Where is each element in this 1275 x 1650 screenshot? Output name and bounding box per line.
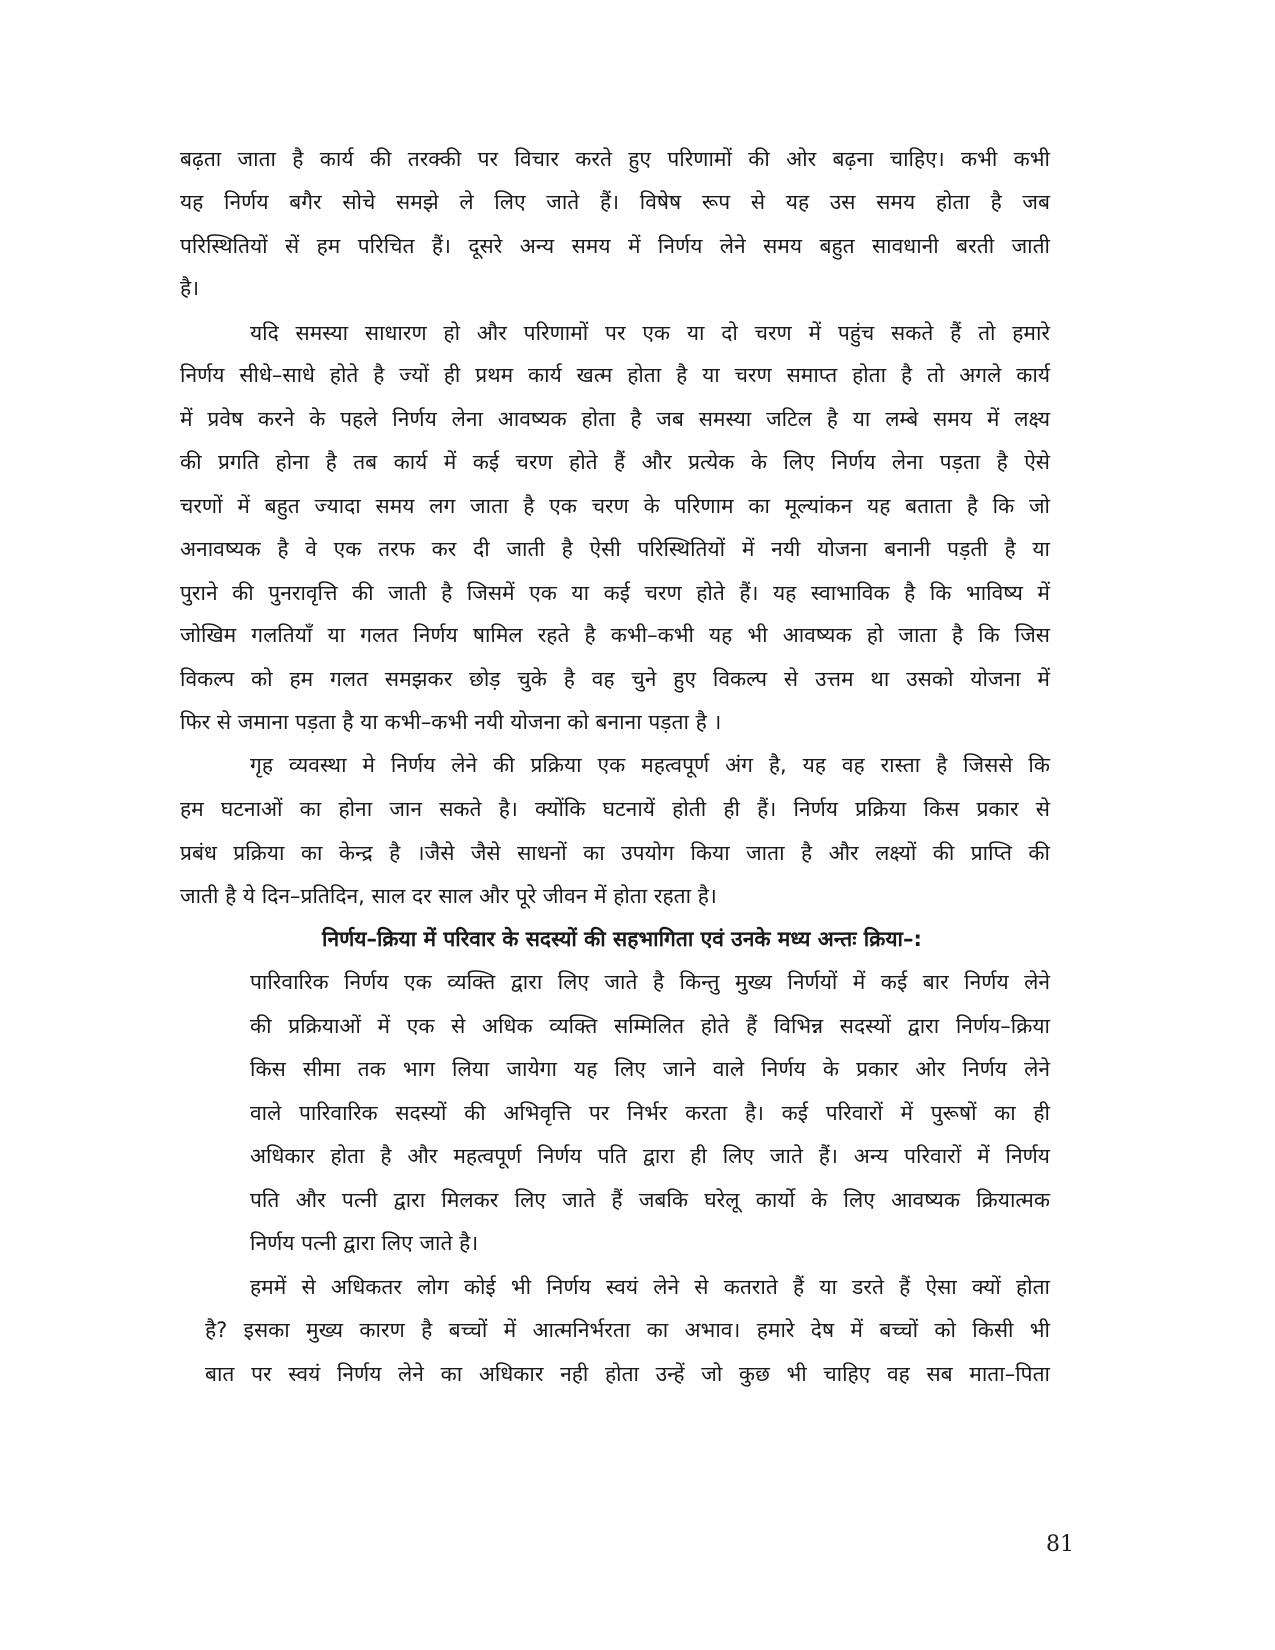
paragraph-line: जाती है ये दिन–प्रतिदिन, साल दर साल और पूरे जीवन में होता रहता है। [180, 884, 717, 908]
paragraph-line: की प्रक्रियाओं में एक से अधिक व्यक्ति सम्मिलित होते हैं विभिन्न सदस्यों द्वारा निर्णय–क्रिया [250, 1014, 1050, 1038]
paragraph-line: यह निर्णय बगैर सोचे समझे ले लिए जाते हैं। विषेष रूप से यह उस समय होता है जब [180, 190, 1050, 214]
paragraph-line: अनावष्यक है वे एक तरफ कर दी जाती है ऐसी परिस्थितियों में नयी योजना बनानी पड़ती है या [180, 537, 1050, 561]
paragraph-line: फिर से जमाना पड़ता है या कभी–कभी नयी योजना को बनाना पड़ता है । [180, 710, 722, 734]
paragraph-line: वाले पारिवारिक सदस्यों की अभिवृत्ति पर निर्भर करता है। कई परिवारों में पुरूषों का ही [250, 1101, 1050, 1125]
paragraph-line: है? इसका मुख्य कारण है बच्चों में आत्मनिर्भरता का अभाव। हमारे देष में बच्चों को किसी भी [205, 1318, 1050, 1342]
paragraph-line: की प्रगति होना है तब कार्य में कई चरण होते हैं और प्रत्येक के लिए निर्णय लेना पड़ता है ऐसे [180, 450, 1050, 474]
paragraph-line: पति और पत्नी द्वारा मिलकर लिए जाते हैं जबकि घरेलू कार्यो के लिए आवष्यक क्रियात्मक [250, 1188, 1050, 1212]
paragraph-line: चरणों में बहुत ज्यादा समय लग जाता है एक चरण के परिणाम का मूल्यांकन यह बताता है कि जो [180, 494, 1050, 518]
paragraph-line: प्रबंध प्रक्रिया का केन्द्र है ।जैसे जैसे साधनों का उपयोग किया जाता है और लक्ष्यों की प्राप्ति की [180, 841, 1050, 865]
paragraph-line: किस सीमा तक भाग लिया जायेगा यह लिए जाने वाले निर्णय के प्रकार ओर निर्णय लेने [250, 1057, 1050, 1081]
paragraph-line: गृह व्यवस्था मे निर्णय लेने की प्रक्रिया एक महत्वपूर्ण अंग है, यह वह रास्ता है जिससे कि [250, 753, 1050, 777]
paragraph-line: परिस्थितियों सें हम परिचित हैं। दूसरे अन्य समय में निर्णय लेने समय बहुत सावधानी बरती जाती [180, 234, 1050, 258]
paragraph-line: जोखिम गलतियॉं या गलत निर्णय षामिल रहते है कभी–कभी यह भी आवष्यक हो जाता है कि जिस [180, 623, 1050, 647]
paragraph-line: हममें से अधिकतर लोग कोई भी निर्णय स्वयं लेने से कतराते हैं या डरते हैं ऐसा क्यों होता [250, 1275, 1050, 1299]
paragraph-line: निर्णय सीधे–साधे होते है ज्यों ही प्रथम कार्य खत्म होता है या चरण समाप्त होता है तो अगले कार्य [180, 363, 1050, 387]
paragraph-line: है। [180, 276, 200, 300]
page-number: 81 [1046, 1532, 1074, 1557]
paragraph-line: यदि समस्या साधारण हो और परिणामों पर एक या दो चरण में पहुंच सकते हैं तो हमारे [250, 321, 1050, 345]
paragraph-line: पारिवारिक निर्णय एक व्यक्ति द्वारा लिए जाते है किन्तु मुख्य निर्णयों में कई बार निर्णय लेने [250, 970, 1050, 994]
paragraph-line: में प्रवेष करने के पहले निर्णय लेना आवष्यक होता है जब समस्या जटिल है या लम्बे समय में लक्ष्य [180, 407, 1050, 431]
paragraph-line: बात पर स्वयं निर्णय लेने का अधिकार नही होता उन्हें जो कुछ भी चाहिए वह सब माता–पिता [205, 1362, 1050, 1386]
paragraph-line: बढ़ता जाता है कार्य की तरक्की पर विचार करते हुए परिणामों की ओर बढ़ना चाहिए। कभी कभी [180, 147, 1050, 171]
paragraph-line: पुराने की पुनरावृत्ति की जाती है जिसमें एक या कई चरण होते हैं। यह स्वाभाविक है कि भाविष्य में [180, 581, 1050, 605]
paragraph-line: हम घटनाओं का होना जान सकते है। क्योंकि घटनायें होती ही हैं। निर्णय प्रक्रिया किस प्रकार से [180, 797, 1050, 821]
section-heading: निर्णय–क्रिया में परिवार के सदस्यों की सहभागिता एवं उनके मध्य अन्तः क्रिया–: [322, 927, 922, 951]
paragraph-line: विकल्प को हम गलत समझकर छोड़ चुके है वह चुने हुए विकल्प से उत्तम था उसको योजना में [180, 667, 1050, 691]
paragraph-line: निर्णय पत्नी द्वारा लिए जाते है। [250, 1231, 479, 1255]
paragraph-line: अधिकार होता है और महत्वपूर्ण निर्णय पति द्वारा ही लिए जाते हैं। अन्य परिवारों में निर्णय [250, 1144, 1050, 1168]
